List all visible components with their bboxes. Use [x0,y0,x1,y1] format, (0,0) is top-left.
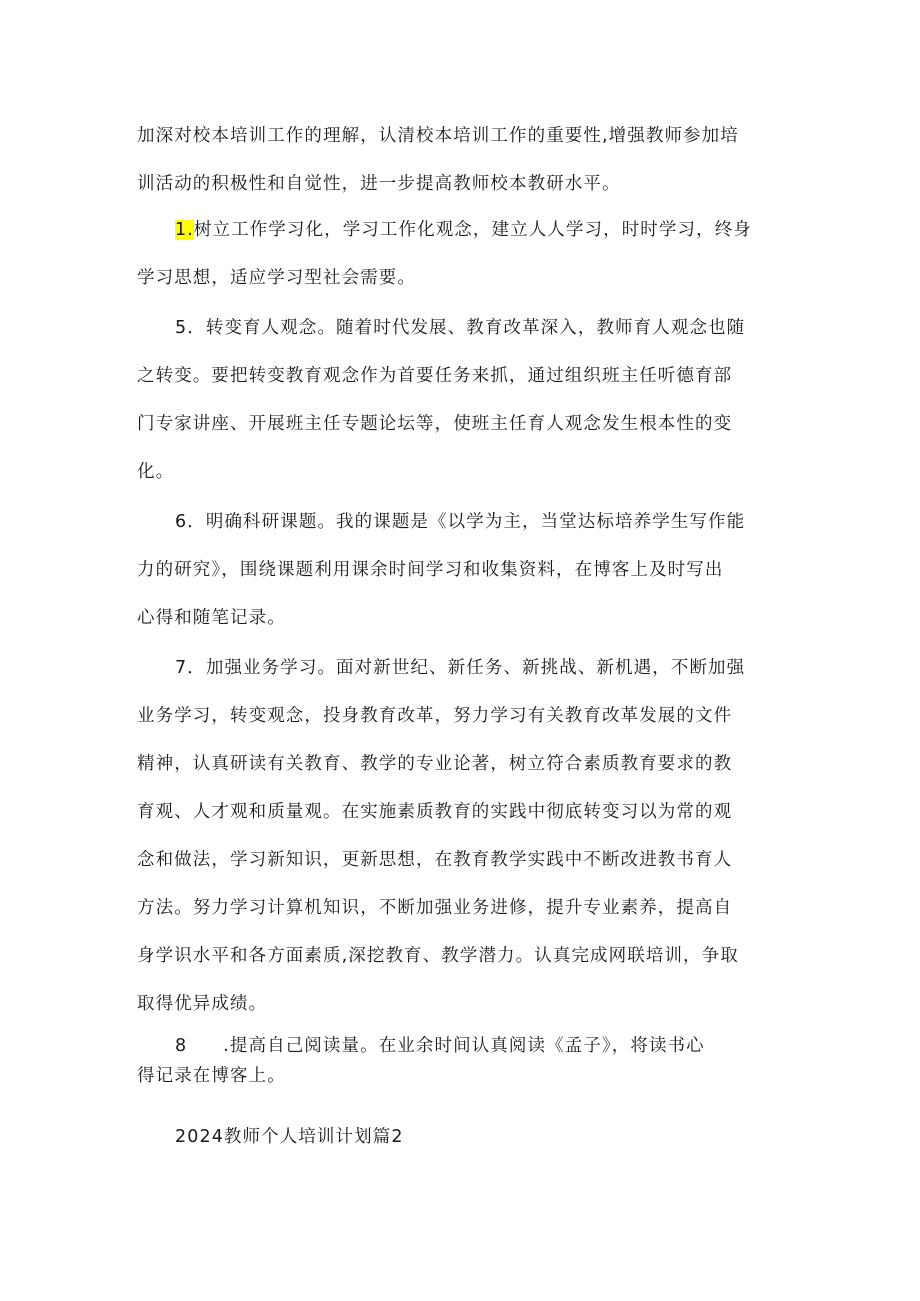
text-line: 学习思想，适应学习型社会需要。 [137,268,416,288]
item-number: 6． [175,512,206,532]
text-line: 7．加强业务学习。面对新世纪、新任务、新挑战、新机遇，不断加强 [175,658,746,678]
text-line: 之转变。要把转变教育观念作为首要任务来抓，通过组织班主任听德育部 [137,366,733,386]
text-line [137,1113,787,1161]
text-line: 心得和随笔记录。 [137,608,286,628]
text-line: 化。 [137,462,175,482]
section-heading [137,1113,787,1161]
text-line: 加深对校本培训工作的理解，认清校本培训工作的重要性,增强教师参加培 [137,126,739,146]
text-line: 5．转变育人观念。随着时代发展、教育改革深入，教师育人观念也随 [175,318,746,338]
text-line: 1.树立工作学习化，学习工作化观念，建立人人学习，时时学习，终身 [175,220,752,240]
text-line: 育观、人才观和质量观。在实施素质教育的实践中彻底转变习以为常的观 [137,802,733,822]
item-number-highlighted: 1. [175,220,194,240]
text-line: 精神，认真研读有关教育、教学的专业论著，树立符合素质教育要求的教 [137,754,733,774]
paragraph-item-8 [137,1031,787,1091]
text-line: 念和做法，学习新知识，更新思想，在教育教学实践中不断改进教书育人 [137,850,733,870]
text-line: 8 .提高自己阅读量。在业余时间认真阅读《孟子》，将读书心 [175,1036,705,1056]
paragraph-item-1 [137,206,787,302]
paragraph-item-5 [137,304,787,496]
text-line: 得记录在博客上。 [137,1066,286,1086]
text-line: 身学识水平和各方面素质,深挖教育、教学潜力。认真完成网联培训，争取 [137,946,739,966]
text-line: 力的研究》，围绕课题利用课余时间学习和收集资料，在博客上及时写出 [137,560,724,580]
text-line: 门专家讲座、开展班主任专题论坛等，使班主任育人观念发生根本性的变 [137,414,733,434]
paragraph-intro [137,112,787,208]
heading-text: 2024教师个人培训计划篇2 [175,1127,404,1147]
paragraph-item-6 [137,498,787,642]
text-line: 方法。努力学习计算机知识，不断加强业务进修，提升专业素养，提高自 [137,898,733,918]
text-line: 6．明确科研课题。我的课题是《以学为主，当堂达标培养学生写作能 [175,512,746,532]
item-number: 5． [175,318,206,338]
text-line: 业务学习，转变观念，投身教育改革，努力学习有关教育改革发展的文件 [137,706,733,726]
item-number: 7． [175,658,206,678]
text-line: 取得优异成绩。 [137,994,268,1014]
paragraph-item-7 [137,644,787,1028]
item-number: 8 [175,1036,188,1056]
text-line: 训活动的积极性和自觉性，进一步提高教师校本教研水平。 [137,174,621,194]
